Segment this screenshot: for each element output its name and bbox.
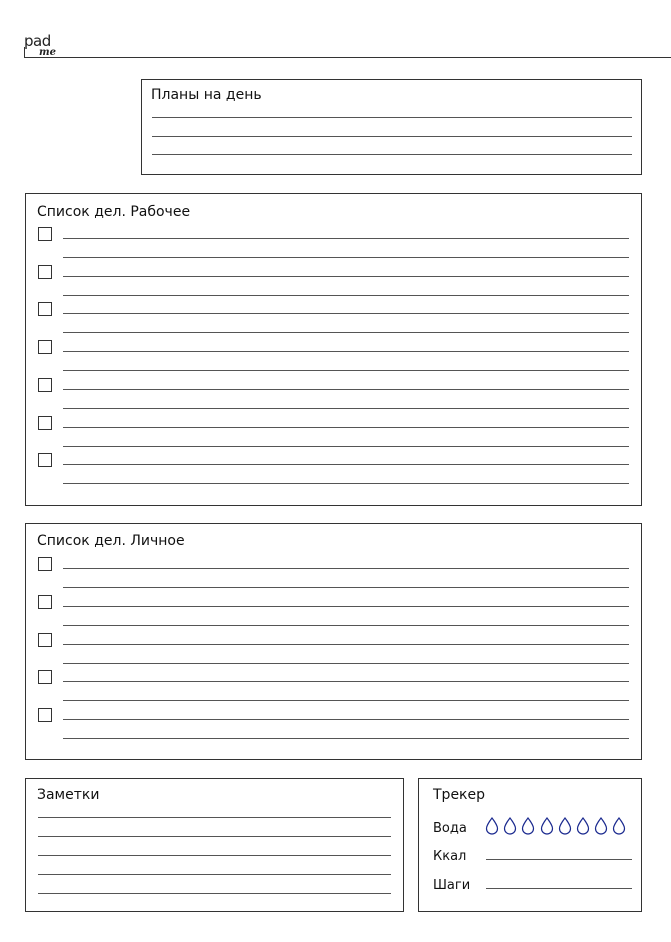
personal-checkbox[interactable] <box>38 633 52 647</box>
work-task-line[interactable] <box>63 483 629 484</box>
work-task-line[interactable] <box>63 408 629 409</box>
work-task-line[interactable] <box>63 389 629 390</box>
header-rule <box>24 57 671 58</box>
work-checkbox[interactable] <box>38 302 52 316</box>
logo-pad-text: pad <box>24 32 51 50</box>
plans-line[interactable] <box>152 154 632 155</box>
work-task-line[interactable] <box>63 313 629 314</box>
work-task-line[interactable] <box>63 464 629 465</box>
personal-task-line[interactable] <box>63 663 629 664</box>
work-task-line[interactable] <box>63 427 629 428</box>
work-task-line[interactable] <box>63 238 629 239</box>
work-checkbox[interactable] <box>38 265 52 279</box>
water-drops <box>485 817 635 835</box>
work-checkbox[interactable] <box>38 340 52 354</box>
notes-box <box>25 778 404 912</box>
plans-title: Планы на день <box>151 87 262 103</box>
personal-checkbox[interactable] <box>38 670 52 684</box>
plans-line[interactable] <box>152 136 632 137</box>
work-task-line[interactable] <box>63 257 629 258</box>
kcal-line[interactable] <box>486 859 632 860</box>
water-drop-icon[interactable] <box>594 817 608 835</box>
tracker-box <box>418 778 642 912</box>
notes-title: Заметки <box>37 787 100 803</box>
personal-task-line[interactable] <box>63 681 629 682</box>
personal-todo-box <box>25 523 642 760</box>
steps-label: Шаги <box>433 878 471 893</box>
water-drop-icon[interactable] <box>612 817 626 835</box>
notes-line[interactable] <box>38 836 391 837</box>
work-checkbox[interactable] <box>38 416 52 430</box>
steps-line[interactable] <box>486 888 632 889</box>
water-label: Вода <box>433 821 467 836</box>
water-drop-icon[interactable] <box>576 817 590 835</box>
tracker-title: Трекер <box>433 787 486 803</box>
notes-line[interactable] <box>38 855 391 856</box>
personal-task-line[interactable] <box>63 568 629 569</box>
water-drop-icon[interactable] <box>521 817 535 835</box>
work-task-line[interactable] <box>63 295 629 296</box>
work-task-line[interactable] <box>63 446 629 447</box>
water-drop-icon[interactable] <box>503 817 517 835</box>
work-task-line[interactable] <box>63 370 629 371</box>
header-tick <box>24 47 25 57</box>
personal-todo-title: Список дел. Личное <box>37 533 185 549</box>
work-checkbox[interactable] <box>38 227 52 241</box>
plans-box <box>141 79 642 175</box>
water-drop-icon[interactable] <box>540 817 554 835</box>
personal-task-line[interactable] <box>63 587 629 588</box>
notes-line[interactable] <box>38 893 391 894</box>
personal-checkbox[interactable] <box>38 708 52 722</box>
personal-checkbox[interactable] <box>38 557 52 571</box>
personal-task-line[interactable] <box>63 719 629 720</box>
water-drop-icon[interactable] <box>558 817 572 835</box>
personal-task-line[interactable] <box>63 738 629 739</box>
work-checkbox[interactable] <box>38 378 52 392</box>
work-todo-title: Список дел. Рабочее <box>37 204 191 220</box>
work-task-line[interactable] <box>63 332 629 333</box>
water-drop-icon[interactable] <box>485 817 499 835</box>
work-task-line[interactable] <box>63 276 629 277</box>
kcal-label: Ккал <box>433 849 467 864</box>
logo-me-text: me <box>39 47 56 58</box>
personal-task-line[interactable] <box>63 625 629 626</box>
personal-task-line[interactable] <box>63 644 629 645</box>
personal-checkbox[interactable] <box>38 595 52 609</box>
personal-task-line[interactable] <box>63 606 629 607</box>
notes-line[interactable] <box>38 874 391 875</box>
personal-task-line[interactable] <box>63 700 629 701</box>
work-task-line[interactable] <box>63 351 629 352</box>
work-todo-box <box>25 193 642 506</box>
work-checkbox[interactable] <box>38 453 52 467</box>
plans-line[interactable] <box>152 117 632 118</box>
notes-line[interactable] <box>38 817 391 818</box>
